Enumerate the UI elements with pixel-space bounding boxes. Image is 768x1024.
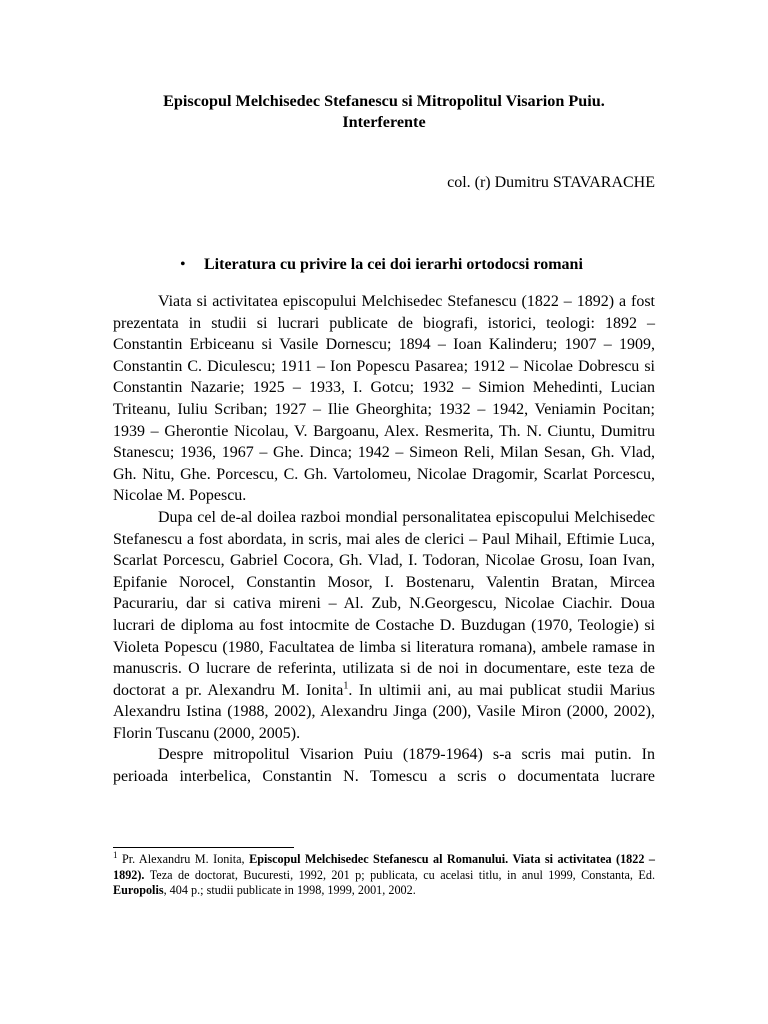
bullet-icon: • [180,256,186,273]
title-line-1: Episcopul Melchisedec Stefanescu si Mitropolitul Visarion Puiu. [163,92,605,110]
footnote-divider [113,847,294,848]
paragraph-3: Despre mitropolitul Visarion Puiu (1879-1964) s-a scris mai putin. In perioada interbelica, Constantin N. Tomescu a scris o documentata lucrare [113,746,655,786]
footnote-mark: 1 [113,849,118,860]
section-heading [180,255,583,275]
body-text [113,291,655,788]
section-heading-text: Literatura cu privire la cei doi ierarhi ortodocsi romani [204,256,583,273]
paragraph-2-text-b: . In ultimii ani, au mai publicat studii Marius Alexandru Istina (1988, 2002), Alexandru Jinga (200), Vasile Miron (2000, 2002), Florin Tuscanu (2000, 2005). [113,681,655,742]
footnote-middle: Teza de doctorat, Bucuresti, 1992, 201 p; publicata, cu acelasi titlu, in anul 1999, Constanta, Ed. [144,867,655,882]
footnote-publisher: Europolis [113,883,164,897]
title-line-2: Interferente [342,113,426,131]
paragraph-2-text-a: Dupa cel de-al doilea razboi mondial personalitatea episcopului Melchisedec Stefanescu a fost abordata, in scris, mai ales de clerici – Paul Mihail, Eftimie Luca, Scarlat Porcescu, Gabriel Cocora, Gh. Vlad, I. Todoran, Nicolae Grosu, Ioan Ivan, Epifanie Norocel, Constantin Mosor, I. Bostenaru, Valentin Bratan, Mircea Pacurariu, dar si cativa mireni – Al. Zub, N.Georgescu, Nicolae Ciachir. Doua lucrari de diploma au fost intocmite de Costache D. Buzdugan (1970, Teologie) si Violeta Popescu (1980, Facultatea de limba si literatura romana), ambele ramase in manuscris. O lucrare de referinta, utilizata si de noi in documentare, este teza de doctorat a pr. Alexandru M. Ionita [113,508,655,699]
footnote [113,849,656,899]
footnote-intro: Pr. Alexandru M. Ionita, [117,852,250,866]
paragraph-2 [113,507,655,745]
document-title [113,91,655,133]
footnote-end: , 404 p.; studii publicate in 1998, 1999, 2001, 2002. [163,883,416,897]
footnote-bold-title: Episcopul Melchisedec Stefanescu al Romanului. Viata si activitatea (1822 – 1892). [113,852,656,882]
paragraph-1: Viata si activitatea episcopului Melchisedec Stefanescu (1822 – 1892) a fost prezentata in studii si lucrari publicate de biografi, istorici, teologi: 1892 – Constantin Erbiceanu si Vasile Dornescu; 1894 – Ioan Kalinderu; 1907 – 1909, Constantin C. Diculescu; 1911 – Ion Popescu Pasarea; 1912 – Nicolae Dobrescu si Constantin Nazarie; 1925 – 1933, I. Gotcu; 1932 – Simion Mehedinti, Lucian Triteanu, Iuliu Scriban; 1927 – Ilie Gheorghita; 1932 – 1942, Veniamin Pocitan; 1939 – Gherontie Nicolau, V. Bargoanu, Alex. Resmerita, Th. N. Ciuntu, Dumitru Stanescu; 1936, 1967 – Ghe. Dinca; 1942 – Simeon Reli, Milan Sesan, Gh. Vlad, Gh. Nitu, Ghe. Porcescu, C. Gh. Vartolomeu, Nicolae Dragomir, Scarlat Porcescu, Nicolae M. Popescu. [113,293,655,505]
footnote-reference[interactable]: 1 [343,680,349,692]
author-line: col. (r) Dumitru STAVARACHE [447,174,655,191]
